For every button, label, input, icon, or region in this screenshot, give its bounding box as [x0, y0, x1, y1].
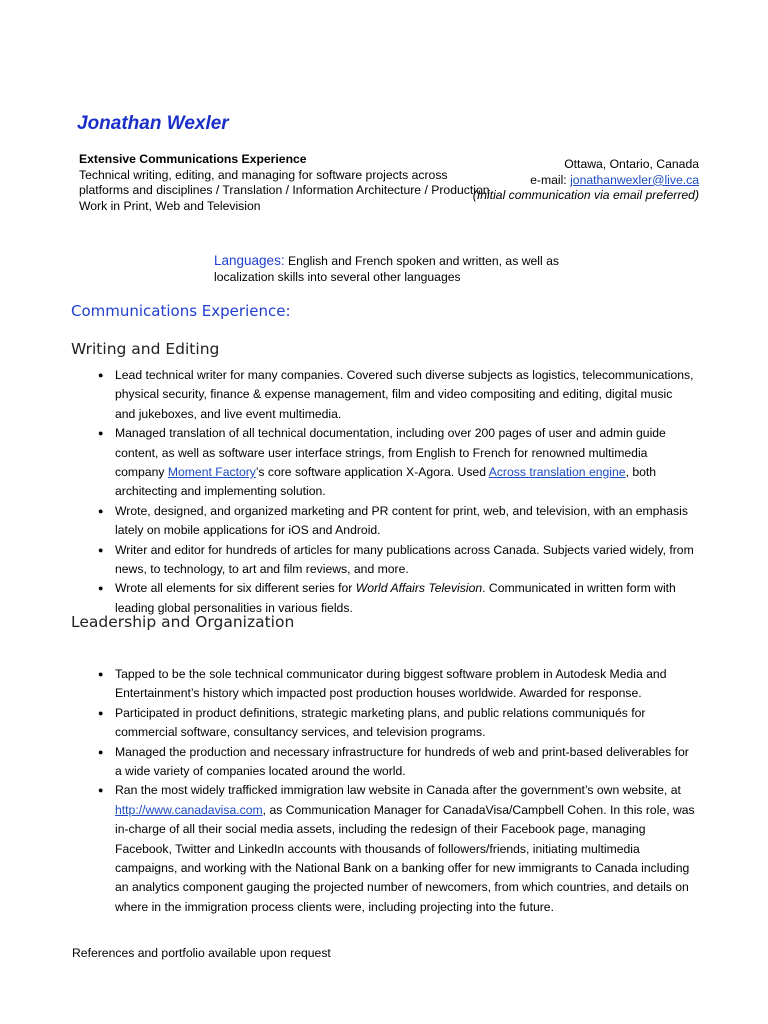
bullet-icon: ● [98, 428, 104, 439]
list-item-text: Managed translation of all technical documentation, including over 200 pages of user and admin guide content, as well as software user interface strings, from English to French for renowned multimedia company [115, 426, 666, 480]
summary-text: Technical writing, editing, and managing for software projects across platforms and disciplines / Translation / Information Architecture / Production Work in Print, Web and Television [79, 167, 490, 213]
list-item-text: , both architecting and implementing solution. [115, 465, 657, 499]
email-label: e-mail: [530, 172, 571, 187]
list-item-text: Tapped to be the sole technical communicator during biggest software problem in Autodesk Media and Entertainment’s history which impacted post production houses worldwide. Awarded for response. [115, 667, 667, 701]
list-item-text: Wrote, designed, and organized marketing and PR content for print, web, and television, with an emphasis lately on mobile applications for iOS and Android. [115, 503, 688, 538]
list-item-text: , as Communication Manager for CanadaVisa/Campbell Cohen. In this role, was in-charge of all their social media assets, including the redesign of their Facebook page, managing Facebook, Twitter and LinkedIn accounts with thousands of followers/friends, initiating multimedia campaigns, and working with the National Bank on a banking offer for new immigrants to Canada including an analytics component gauging the projected number of newcomers, from which countries, and details on where in the immigration process clients were, including projecting into the future. [115, 802, 695, 914]
summary-headline: Extensive Communications Experience [79, 152, 307, 166]
list-item-text: Writer and editor for hundreds of articles for many publications across Canada. Subjects varied widely, from news, to technology, to art and film reviews, and more. [115, 542, 694, 577]
list-item-text: . Communicated in written form with leading global personalities in various fields. [115, 581, 676, 615]
bullet-icon: ● [98, 544, 104, 555]
bullet-icon: ● [98, 505, 104, 516]
bullet-icon: ● [98, 583, 104, 594]
bullet-icon: ● [98, 707, 104, 718]
communications-heading: Communications Experience: [71, 302, 291, 320]
list-item [96, 502, 696, 541]
bullet-icon: ● [98, 370, 104, 380]
list-item [96, 743, 696, 782]
languages-block [214, 253, 594, 285]
list-item-text: Ran the most widely trafficked immigration law website in Canada after the government’s own website, at [115, 783, 681, 798]
email-note: (Initial communication via email preferred) [472, 188, 699, 202]
list-item-text: Wrote all elements for six different series for [115, 581, 356, 596]
list-item-text: ’s core software application X-Agora. Used [255, 465, 489, 480]
list-item [96, 424, 696, 502]
languages-text: English and French spoken and written, as well as localization skills into several other languages [214, 254, 559, 284]
writing-heading: Writing and Editing [71, 340, 220, 358]
location: Ottawa, Ontario, Canada [564, 157, 699, 171]
languages-label: Languages: [214, 253, 285, 268]
email-link[interactable]: jonathanwexler@live.ca [570, 172, 699, 187]
across-translation-link[interactable]: Across translation engine [488, 465, 626, 480]
email-line [459, 173, 699, 189]
bullet-icon: ● [98, 669, 104, 679]
summary-block [79, 152, 499, 214]
list-item-text: Managed the production and necessary infrastructure for hundreds of web and print-based deliverables for a wide variety of companies located around the world. [115, 744, 689, 779]
list-item-text: Lead technical writer for many companies. Covered such diverse subjects as logistics, telecommunications, physical security, finance & expense management, film and video compositing and editing, digital music and jukeboxes, and live event multimedia. [115, 368, 694, 421]
leadership-heading: Leadership and Organization [71, 613, 295, 631]
writing-list [96, 366, 696, 618]
contact-block [459, 157, 699, 204]
list-item-text: Participated in product definitions, strategic marketing plans, and public relations communiqués for commercial software, consultancy services, and television programs. [115, 705, 646, 740]
leadership-list [96, 665, 696, 917]
list-item [96, 541, 696, 580]
list-item [96, 781, 696, 917]
series-title: World Affairs Television [355, 581, 483, 596]
list-item [96, 366, 696, 424]
bullet-icon: ● [98, 746, 104, 757]
bullet-icon: ● [98, 785, 104, 796]
moment-factory-link[interactable]: Moment Factory [167, 465, 256, 480]
footer-note: References and portfolio available upon request [72, 946, 331, 960]
list-item [96, 704, 696, 743]
resume-name: Jonathan Wexler [77, 113, 229, 134]
list-item [96, 665, 696, 704]
canadavisa-link[interactable]: http://www.canadavisa.com [115, 802, 263, 817]
